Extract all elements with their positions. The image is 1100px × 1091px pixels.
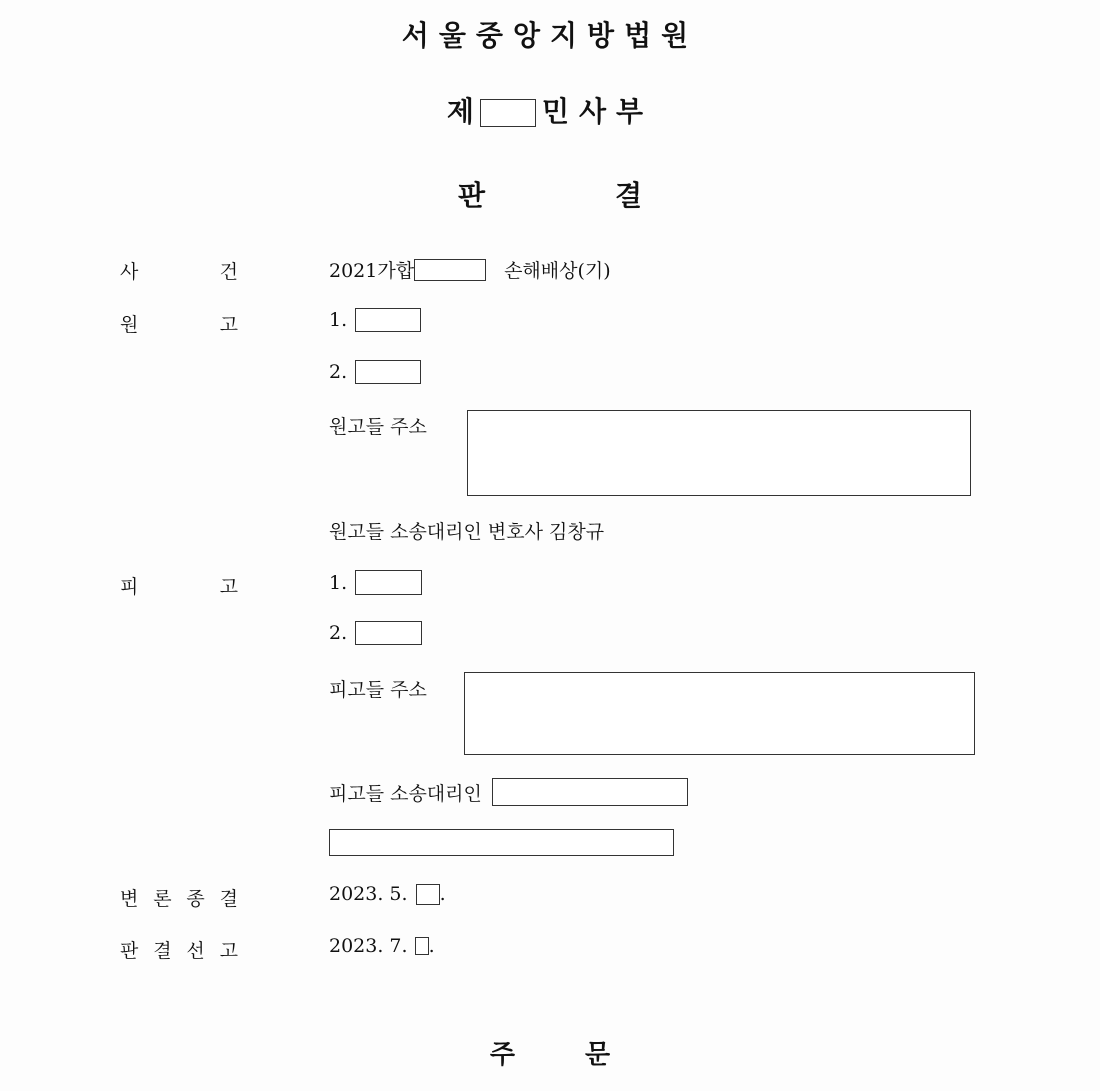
- verdict-date-label: 판 결 선 고: [120, 940, 238, 962]
- order-heading: 주 문: [489, 1040, 611, 1070]
- hearing-end-date: 2023. 5. .: [329, 883, 446, 905]
- judgment-right: 결: [615, 179, 643, 212]
- plaintiff-item-1: 1.: [329, 308, 421, 332]
- judgment-title: [0, 174, 1100, 214]
- plaintiff-item-2: 2.: [329, 360, 421, 384]
- plaintiff-counsel: 원고들 소송대리인 변호사 김창규: [329, 521, 605, 543]
- case-number-prefix: 2021가합: [329, 260, 415, 282]
- redacted-defendant-counsel-line2: [329, 829, 674, 856]
- plaintiff-address-label: 원고들 주소: [329, 416, 427, 438]
- verdict-date: 2023. 7. .: [329, 935, 435, 957]
- redacted-defendant-2: [355, 621, 422, 645]
- redacted-defendant-counsel: [492, 778, 688, 806]
- hearing-end-label: 변 론 종 결: [120, 888, 238, 910]
- defendant-item-1: 1.: [329, 570, 422, 595]
- redacted-defendant-1: [355, 570, 422, 595]
- redacted-verdict-day: [415, 937, 429, 955]
- plaintiff-label: 원 고: [120, 314, 238, 336]
- case-label: 사 건: [120, 261, 238, 283]
- defendant-counsel: 피고들 소송대리인: [329, 778, 688, 806]
- defendant-item-2: 2.: [329, 621, 422, 645]
- redacted-case-number: [414, 259, 486, 281]
- defendant-address-label: 피고들 주소: [329, 679, 427, 701]
- redacted-hearing-day: [416, 884, 440, 905]
- redacted-plaintiff-1: [355, 308, 421, 332]
- case-value: [329, 256, 611, 283]
- court-name: 서울중앙지방법원: [401, 19, 699, 52]
- judgment-left: 판: [457, 179, 485, 212]
- division-suffix: 민사부: [541, 95, 654, 128]
- redacted-division-number: [480, 99, 536, 127]
- division-title: [0, 94, 1100, 130]
- division-prefix: 제: [446, 95, 480, 128]
- case-name: 손해배상(기): [504, 260, 611, 282]
- redacted-plaintiff-2: [355, 360, 421, 384]
- redacted-plaintiff-address: [467, 410, 971, 496]
- defendant-label: 피 고: [120, 576, 238, 598]
- redacted-defendant-address: [464, 672, 975, 755]
